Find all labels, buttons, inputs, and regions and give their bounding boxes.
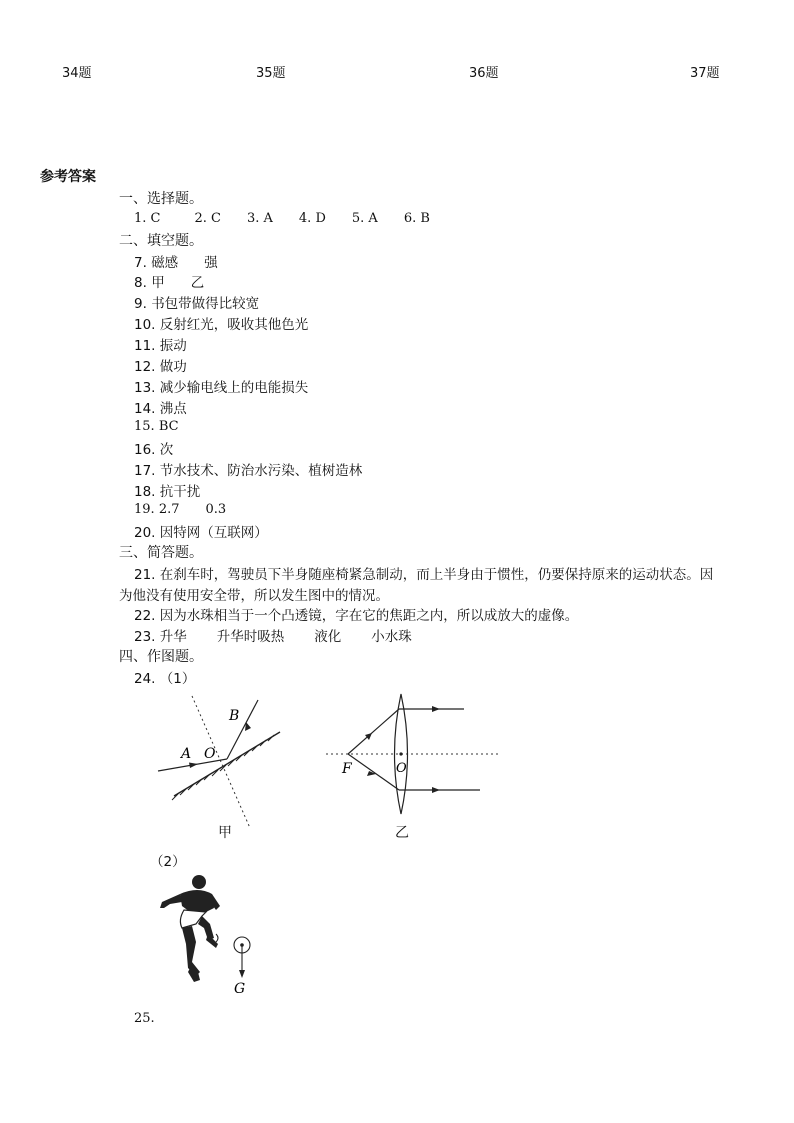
- fill-q14: 14. 沸点: [134, 401, 187, 417]
- figure-jia-reflection: [150, 692, 290, 842]
- label-a: A: [181, 746, 192, 762]
- fill-q9: 9. 书包带做得比较宽: [134, 296, 260, 312]
- short-q22: 22. 因为水珠相当于一个凸透镜，字在它的焦距之内，所以成放大的虚像。: [134, 608, 579, 624]
- fill-q17: 17. 节水技术、防治水污染、植树造林: [134, 463, 363, 479]
- fill-q11: 11. 振动: [134, 338, 187, 354]
- drawing-q25: 25.: [134, 1011, 155, 1026]
- fill-q12: 12. 做功: [134, 359, 187, 375]
- short-q21-line1: 21. 在刹车时，驾驶员下半身随座椅紧急制动，而上半身由于惯性，仍要保持原来的运动状态。因: [134, 567, 714, 583]
- drawing-q24-1: 24. （1）: [134, 671, 196, 687]
- choice-3: 3. A: [246, 211, 273, 226]
- choice-2: 2. C: [194, 211, 221, 226]
- label-q36: 36题: [469, 66, 499, 81]
- ray-lower-in: [348, 754, 399, 790]
- gravity-arrow: [239, 970, 245, 978]
- reflected-arrow: [245, 722, 251, 731]
- choice-5: 5. A: [351, 211, 378, 226]
- choice-6: 6. B: [403, 211, 430, 226]
- choice-4: 4. D: [298, 211, 326, 226]
- arrow-lower-in: [367, 771, 376, 776]
- answers-title: 参考答案: [40, 169, 96, 185]
- fill-q13: 13. 减少输电线上的电能损失: [134, 380, 309, 396]
- fill-q18: 18. 抗干扰: [134, 484, 201, 500]
- label-f: F: [342, 761, 352, 777]
- fill-q8: 8. 甲 乙: [134, 275, 205, 291]
- optical-center: [399, 752, 402, 755]
- fill-q20: 20. 因特网（互联网）: [134, 525, 268, 541]
- label-q37: 37题: [690, 66, 720, 81]
- ray-upper-in: [348, 709, 399, 754]
- section-drawing: 四、作图题。: [119, 649, 203, 665]
- caption-jia: 甲: [218, 825, 232, 841]
- label-b: B: [229, 708, 240, 724]
- label-q35: 35题: [256, 66, 286, 81]
- drawing-q24-2: （2）: [150, 854, 186, 870]
- label-o-jia: O: [204, 746, 216, 762]
- fill-q19: 19. 2.7 0.3: [134, 502, 227, 517]
- label-o-yi: O: [396, 761, 407, 776]
- label-g: G: [234, 981, 246, 997]
- fill-q7: 7. 磁感 强: [134, 255, 218, 271]
- section-short: 三、简答题。: [119, 545, 203, 561]
- fill-q16: 16. 次: [134, 442, 174, 458]
- normal-line: [192, 696, 250, 828]
- section-fill: 二、填空题。: [119, 233, 203, 249]
- arrow-upper-in: [365, 733, 372, 740]
- short-q23: 23. 升华 升华时吸热 液化 小水珠: [134, 629, 412, 645]
- arrow-upper-out: [432, 706, 440, 712]
- choice-answers-row: [134, 211, 430, 226]
- football-player-icon: [160, 875, 220, 982]
- section-choice: 一、选择题。: [119, 191, 203, 207]
- figure-player-gravity: [156, 872, 266, 998]
- label-q34: 34题: [62, 66, 92, 81]
- incident-arrow: [189, 763, 198, 769]
- fill-q15: 15. BC: [134, 419, 179, 434]
- caption-yi: 乙: [395, 825, 409, 841]
- figure-yi-lens: [322, 692, 502, 822]
- short-q21-line2: 为他没有使用安全带，所以发生图中的情况。: [119, 588, 389, 604]
- fill-q10: 10. 反射红光，吸收其他色光: [134, 317, 309, 333]
- arrow-lower-out: [432, 787, 440, 793]
- choice-1: 1. C: [134, 211, 161, 226]
